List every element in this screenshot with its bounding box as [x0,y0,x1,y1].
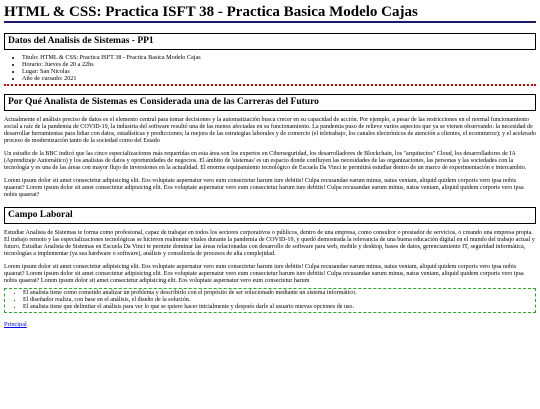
porque-paragraph-2: Un estudio de la BBC indicó que las cinco especializaciones más requeridas en esta área son los expertos en Ciberseguridad, los desarrolladores de Blockchain, los "arquitectos" Cloud, los desarrolladores de IA (Aprendizaje Automático) y los analistas de datos y oportunidades de negocios. El ámbito de 'sistemas' es un espacio donde confluyen las necesidades de las organizaciones, las personas y las sociedades con la tecnología y es una de las áreas con mayor flujo de inversiones en la actualidad. El enorme equipamiento tecnológico de Escuela Da Vinci te permitirá estudiar dentro de un marco de experimentación e intercambio. [4,151,527,171]
porque-heading: Por Qué Analista de Sistemas es Considerada una de las Carreras del Futuro [4,94,536,111]
campo-roles-list [4,288,536,313]
list-item: • El analista tiene como cometido analizar un problema y describirlo con el propósito de ser solucionado mediante un sistema informático. [23,290,535,297]
porque-paragraph-3: Lorem ipsum dolor sit amet consectetur adipisicing elit. Eos voluptate aspernatur vero eum consectetur harum iure debitis! Culpa recusandae earum minus, natus veniam, aliquid quidem corporis vero ipsa nobis quaerat? Lorem ipsum dolor sit amet consectetur adipisicing elit. Eos voluptate aspernatur vero eum consectetur harum iure debitis! Culpa recusandae earum minus, natus veniam, aliquid quidem corporis vero ipsa nobis quaerat? [4,178,524,198]
list-item: • Horario: Jueves de 20 a 22hs [22,61,536,68]
campo-paragraph-2: Lorem ipsum dolor sit amet consectetur adipisicing elit. Eos voluptate aspernatur vero eum consectetur harum iure debitis! Culpa recusandae earum minus, natus veniam, aliquid quidem corporis vero ipsa nobis quaerat? Lorem ipsum dolor sit amet consectetur adipisicing elit. Eos voluptate aspernatur vero eum consectetur harum iure debitis! Culpa recusandae earum minus, natus veniam, aliquid quidem corporis vero ipsa nobis quaerat? Lorem ipsum dolor sit amet consectetur adipisicing elit. Eos voluptate aspernatur vero eum consectetur harum [4,264,524,284]
principal-link[interactable]: Principal [4,321,27,328]
campo-paragraph-1: Estudiar Analista de Sistemas te forma como profesional, capaz de trabajar en todos los sectores corporativos o públicos, dentro de una empresa, como consultor o prestador de servicios, o creando una empresa propia. El trabajo remoto y las especializaciones tecnológicas se hicieron realmente vitales durante la pandemia de COVID-19, y quedó demostrada la relevancia de una buena educación digital en el mundo del trabajo actual y futuro. Estudiar Analista de Sistemas en Escuela Da Vinci te permite dominar las áreas relacionadas con desarrollo de software para web, mobile y desktop, bases de datos, gerenciamiento IT, seguridad informática, tecnologías a implementar (ya sea hardware o software), análisis y consultoría de procesos de alta complejidad. [4,230,535,257]
datos-heading: Datos del Analisis de Sistemas - PP1 [4,33,536,50]
page-header [4,4,536,23]
datos-info-box [4,50,536,86]
porque-paragraph-1: Actualmente el análisis preciso de datos es el elemento central para tomar decisiones y la automatización busca crecer en su capacidad de acción. Por ejemplo, a pesar de las restricciones en el normal funcionamiento social a raíz de la pandemia de COVID-19, la industria del software resultó una de las menos afectadas en su funcionamiento. La pandemia puso de relieve varios aspectos que ya se vienen observando: la necesidad de desarrollar herramientas para lidiar con datos, estadísticas y predicciones; la mejora de las estrategias laborales y de comercio (el teletrabajo, los canales electrónicos de atención a clientes, el ecommerce); y el acelerado proceso de modernización tanto de la sociedad como del Estado [4,117,536,144]
datos-info-list [4,54,536,82]
page-title: HTML & CSS: Practica ISFT 38 - Practica Basica Modelo Cajas [4,4,418,20]
list-item: • El analista tiene que delimitar el análisis para ver lo que se quiere hacer inicialmente y después darle al usuario nuevas opciones de uso. [23,304,535,311]
list-item: • Titulo: HTML & CSS: Practica ISFT 38 - Practica Basica Modelo Cajas [22,54,536,61]
list-item: • El diseñador realiza, con base en el análisis, el diseño de la solución. [23,297,535,304]
datos-section [4,33,536,86]
campo-section [4,207,536,313]
campo-heading: Campo Laboral [4,207,536,224]
list-item: • Año de cursado: 2021 [22,75,536,82]
porque-section [4,94,536,199]
list-item: • Lugar: San Nicolas [22,68,536,75]
